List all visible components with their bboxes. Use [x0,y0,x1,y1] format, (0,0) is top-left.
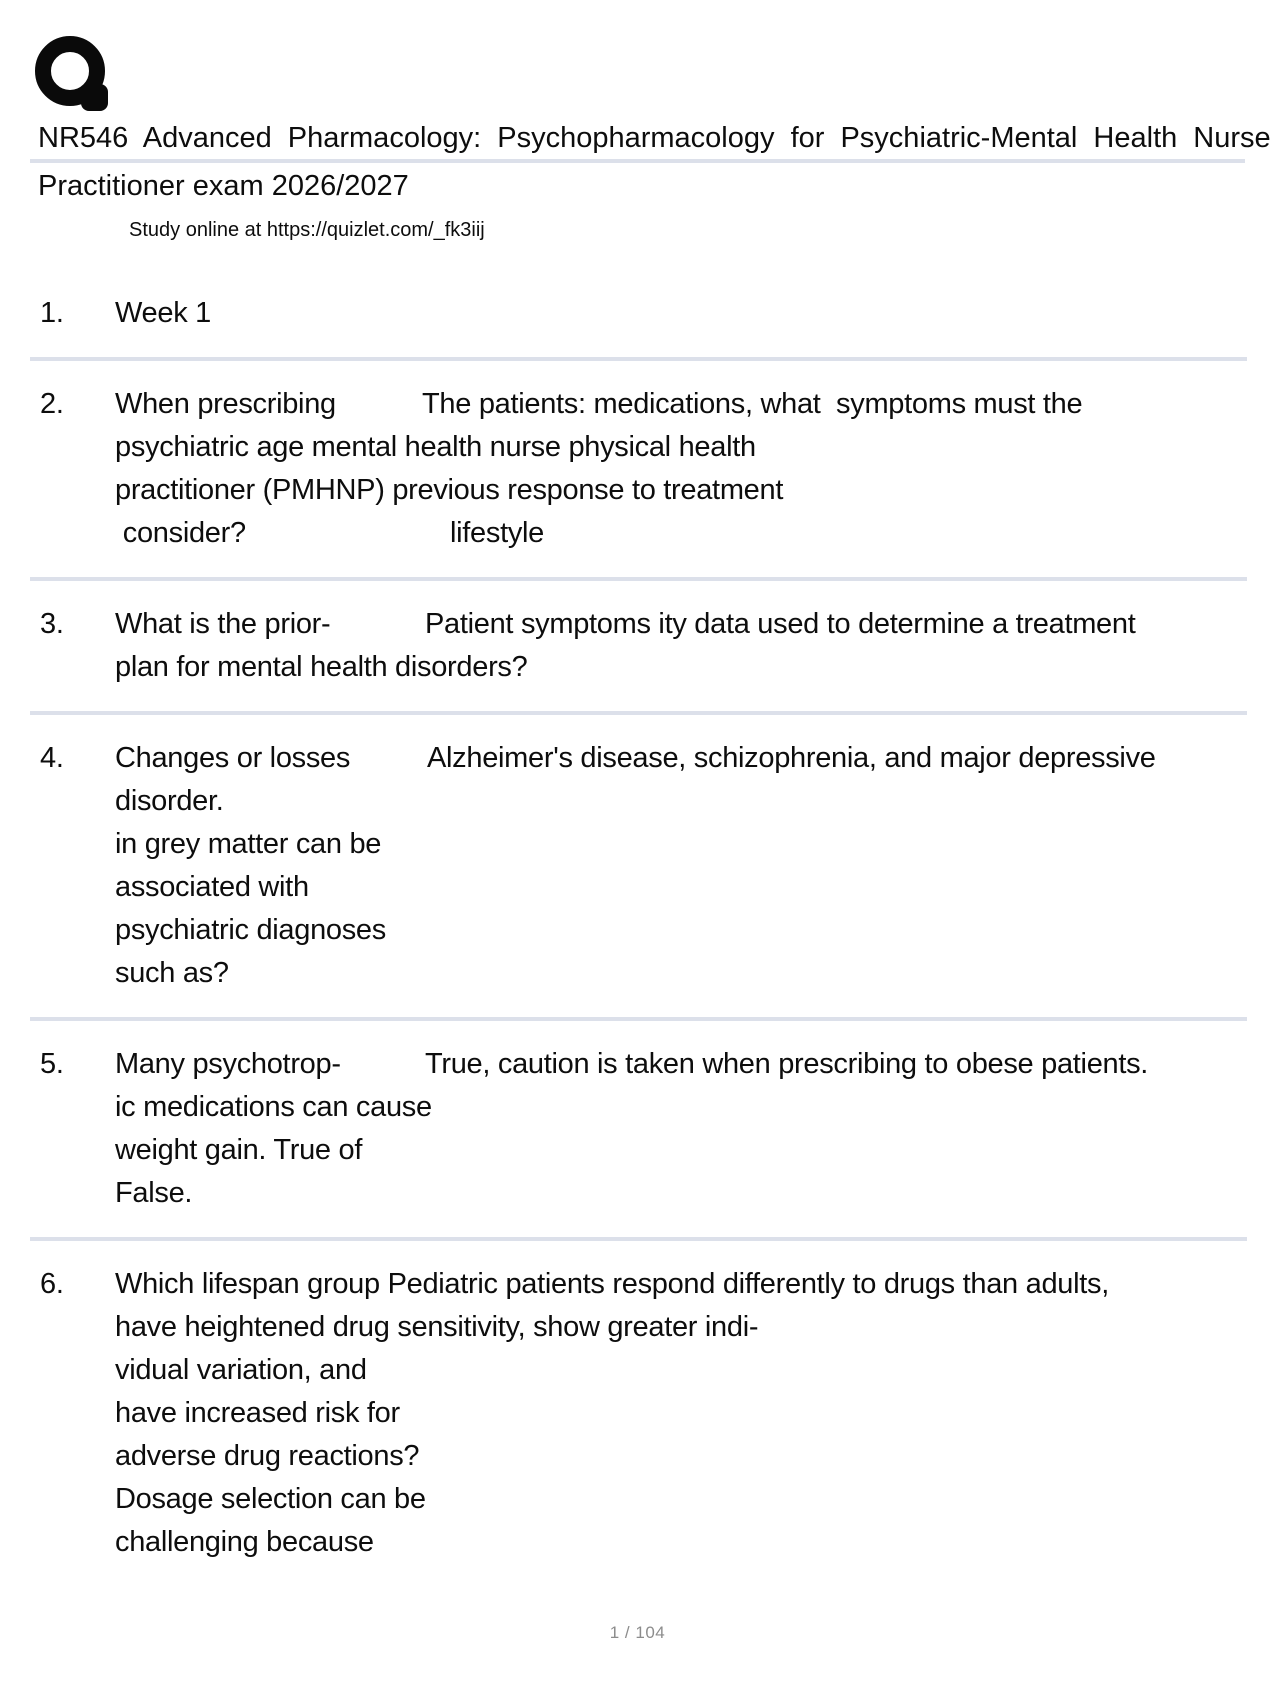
line-segment: weight gain. True of [115,1134,363,1166]
item-number: 2. [40,388,64,420]
qa-line [115,1392,1275,1435]
line-segment: challenging because [115,1526,374,1558]
line-segment: Many psychotrop- [115,1048,341,1080]
qa-line [115,469,1275,512]
line-segment: psychiatric diagnoses [115,914,386,946]
item-number: 3. [40,608,64,640]
line-segment: lifestyle [450,517,544,549]
document-title-line2: Practitioner exam 2026/2027 [38,170,409,202]
line-segment: practitioner (PMHNP) previous response to treatment [115,474,784,506]
logo-wrap [35,33,1275,113]
qa-line [115,866,1275,909]
item-lines [115,737,1275,995]
qa-line [115,780,1275,823]
item-divider [30,357,1247,361]
line-segment: adverse drug reactions? [115,1440,420,1472]
page-number: 1 / 104 [609,1623,666,1642]
item-number: 5. [40,1048,64,1080]
line-segment: When prescribing [115,388,336,420]
qa-item [0,603,1275,689]
line-segment: What is the prior- [115,608,331,640]
qa-line [115,823,1275,866]
qa-line [115,603,1275,646]
qa-line [115,952,1275,995]
line-segment: Dosage selection can be [115,1483,426,1515]
qa-line [115,1086,1275,1129]
line-segment: True, caution is taken when prescribing to obese patients. [425,1048,1149,1080]
line-segment: False. [115,1177,193,1209]
line-segment: Which lifespan group Pediatric patients respond differently to drugs than adults, [115,1268,1109,1300]
item-divider [30,711,1247,715]
item-lines [115,603,1275,689]
qa-item [0,737,1275,995]
line-segment: psychiatric age mental health nurse physical health [115,431,756,463]
qa-line [115,737,1275,780]
quizlet-q-icon [35,33,109,113]
qa-line [115,383,1275,426]
qa-list [0,292,1275,1564]
qa-line [115,1349,1275,1392]
line-segment: disorder. [115,785,224,817]
item-number: 6. [40,1268,64,1300]
item-lines [115,383,1275,555]
qa-line [115,1263,1275,1306]
item-lines [115,1263,1275,1564]
line-segment: consider? [115,517,246,549]
line-segment: plan for mental health disorders? [115,651,528,683]
item-number: 1. [40,297,64,329]
title-underline [30,159,1245,163]
item-number: 4. [40,742,64,774]
qa-line [115,1172,1275,1215]
qa-item [0,1263,1275,1564]
line-segment: Changes or losses [115,742,351,774]
item-lines [115,1043,1275,1215]
pdf-page [0,33,1275,1683]
item-divider [30,1237,1247,1241]
qa-line [115,1435,1275,1478]
document-title-line1: NR546 Advanced Pharmacology: Psychopharmacology for Psychiatric-Mental Health Nurse [38,122,1271,154]
item-divider [30,577,1247,581]
qa-line [115,909,1275,952]
qa-line [115,1129,1275,1172]
line-segment: The patients: medications, what symptoms must the [422,388,1083,420]
line-segment: have increased risk for [115,1397,400,1429]
line-segment: such as? [115,957,229,989]
line-segment: associated with [115,871,309,903]
line-segment: Week 1 [115,297,211,329]
qa-line [115,1478,1275,1521]
qa-item [0,1043,1275,1215]
item-divider [30,1017,1247,1021]
line-segment: Patient symptoms ity data used to determine a treatment [425,608,1136,640]
qa-line [115,646,1275,689]
qa-line [115,512,1275,555]
line-segment: vidual variation, and [115,1354,367,1386]
line-segment: Alzheimer's disease, schizophrenia, and major depressive [427,742,1156,774]
qa-line [115,1521,1275,1564]
qa-line [115,292,1275,335]
line-segment: in grey matter can be [115,828,382,860]
qa-item [0,383,1275,555]
qa-line [115,1043,1275,1086]
qa-line [115,1306,1275,1349]
line-segment: ic medications can cause [115,1091,432,1123]
qa-item [0,292,1275,335]
item-lines [115,292,1275,335]
qa-line [115,426,1275,469]
study-online-note: Study online at https://quizlet.com/_fk3iij [129,219,485,241]
line-segment: have heightened drug sensitivity, show greater indi- [115,1311,759,1343]
